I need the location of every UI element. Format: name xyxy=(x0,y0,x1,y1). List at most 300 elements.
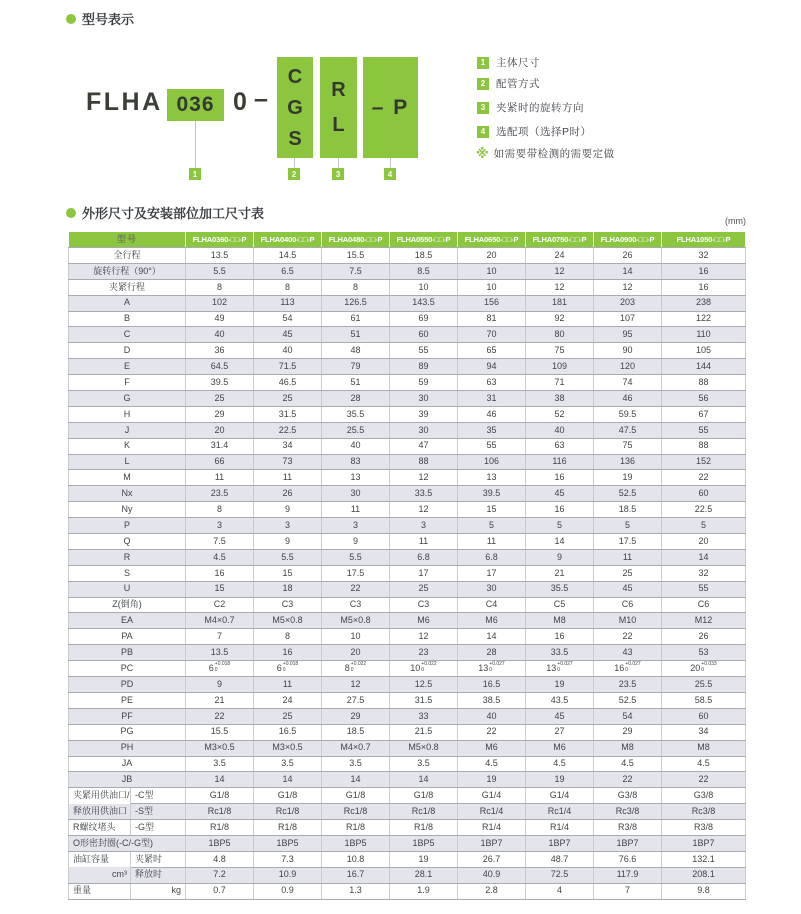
dim-value-cell: 35.5 xyxy=(526,581,594,597)
table-row xyxy=(69,597,746,613)
row-label: K xyxy=(69,438,186,454)
legend-item-option xyxy=(477,124,592,139)
dim-value-cell: 55 xyxy=(662,422,746,438)
row-sub-label: 释放时 xyxy=(131,867,186,883)
dim-value-cell: 30 xyxy=(458,581,526,597)
legend-number-icon: 4 xyxy=(477,126,489,138)
dim-value-cell: 29 xyxy=(594,724,662,740)
dim-value-cell: 22 xyxy=(594,772,662,788)
dim-value-cell: 3 xyxy=(186,518,254,534)
row-label: D xyxy=(69,343,186,359)
legend-item-text: 选配项（选择P时） xyxy=(496,126,592,138)
dim-value-cell: 36 xyxy=(186,343,254,359)
model-code-zero: 0 xyxy=(233,88,247,116)
dim-value-cell: 14.5 xyxy=(254,248,322,264)
dim-value-cell: 45 xyxy=(526,486,594,502)
row-label: B xyxy=(69,311,186,327)
row-sub-label: kg xyxy=(131,883,186,899)
dim-value-cell: G1/4 xyxy=(458,788,526,804)
dim-value-cell: 55 xyxy=(662,581,746,597)
dim-value-cell: 11 xyxy=(186,470,254,486)
dim-value-cell: 80 xyxy=(526,327,594,343)
dim-value-cell: 3 xyxy=(390,518,458,534)
row-label: A xyxy=(69,295,186,311)
dim-value-cell: 88 xyxy=(390,454,458,470)
row-sub-label: -C型 xyxy=(131,788,186,804)
dim-value-cell: 20 xyxy=(186,422,254,438)
dim-value-cell: 1.3 xyxy=(322,883,390,899)
dim-value-cell: R3/8 xyxy=(594,820,662,836)
dim-value-cell: 59.5 xyxy=(594,406,662,422)
dim-value-cell: 4.5 xyxy=(662,756,746,772)
dim-value-cell: 61 xyxy=(322,311,390,327)
dim-value-cell: 3.5 xyxy=(254,756,322,772)
dim-value-cell: 13 +0.027 0 xyxy=(458,661,526,677)
dim-value-cell: 55 xyxy=(458,438,526,454)
table-row xyxy=(69,343,746,359)
dim-value-cell: 28 xyxy=(322,391,390,407)
dim-value-cell: 22 xyxy=(662,470,746,486)
dim-value-cell: 12 xyxy=(526,279,594,295)
dim-value-cell: 5 xyxy=(662,518,746,534)
dim-value-cell: G3/8 xyxy=(594,788,662,804)
dim-value-cell: R1/8 xyxy=(322,820,390,836)
dim-value-cell: 3.5 xyxy=(186,756,254,772)
marker-1: 1 xyxy=(189,168,201,180)
dim-value-cell: 22.5 xyxy=(254,422,322,438)
dim-value-cell: 4.8 xyxy=(186,851,254,867)
dim-value-cell: C5 xyxy=(526,597,594,613)
legend-item-body-size xyxy=(477,55,540,70)
dim-value-cell: M6 xyxy=(458,613,526,629)
dim-value-cell: 13.5 xyxy=(186,248,254,264)
dim-value-cell: M5×0.8 xyxy=(322,613,390,629)
dim-value-cell: 45 xyxy=(526,708,594,724)
dim-value-cell: 60 xyxy=(662,486,746,502)
dim-value-cell: 30 xyxy=(390,391,458,407)
table-row xyxy=(69,835,746,851)
dim-value-cell: C2 xyxy=(186,597,254,613)
row-sub-label: 夹紧时 xyxy=(131,851,186,867)
dim-value-cell: 69 xyxy=(390,311,458,327)
row-label: PG xyxy=(69,724,186,740)
row-label: E xyxy=(69,359,186,375)
tolerance: +0.027 0 xyxy=(489,660,505,673)
dim-value-cell: 23.5 xyxy=(186,486,254,502)
dim-value-cell: 10 +0.022 0 xyxy=(390,661,458,677)
dim-value-cell: 25 xyxy=(254,391,322,407)
dim-value-cell: 203 xyxy=(594,295,662,311)
dim-value-cell: 26 xyxy=(662,629,746,645)
model-column-header: FLHA0900-□□-P xyxy=(594,232,662,248)
table-row xyxy=(69,263,746,279)
dim-value-cell: C4 xyxy=(458,597,526,613)
dim-value-cell: 13 +0.027 0 xyxy=(526,661,594,677)
dim-value-cell: 40 xyxy=(186,327,254,343)
dim-value-cell: 8 xyxy=(254,629,322,645)
dim-value-cell: 52.5 xyxy=(594,692,662,708)
model-code-size-box xyxy=(167,89,224,121)
row-label: R螺纹堵头 xyxy=(69,820,131,836)
table-row xyxy=(69,248,746,264)
row-label: Ny xyxy=(69,502,186,518)
dim-value-cell: 1BP5 xyxy=(322,835,390,851)
dim-value-cell: 14 xyxy=(458,629,526,645)
row-label: F xyxy=(69,375,186,391)
tolerance: +0.033 0 xyxy=(701,660,717,673)
dim-value-cell: 6 +0.018 0 xyxy=(254,661,322,677)
table-row xyxy=(69,438,746,454)
row-label: H xyxy=(69,406,186,422)
row-label: PE xyxy=(69,692,186,708)
dim-value-cell: 117.9 xyxy=(594,867,662,883)
dim-value-cell: 28.1 xyxy=(390,867,458,883)
dim-value-cell: 34 xyxy=(254,438,322,454)
row-label: L xyxy=(69,454,186,470)
rotation-options-box xyxy=(320,57,357,158)
dim-value-cell: 31.5 xyxy=(254,406,322,422)
row-label: PH xyxy=(69,740,186,756)
row-label: Nx xyxy=(69,486,186,502)
table-row xyxy=(69,375,746,391)
dim-value-cell: 88 xyxy=(662,438,746,454)
dim-value-cell: 46 xyxy=(458,406,526,422)
dim-value-cell: 110 xyxy=(662,327,746,343)
dim-value-cell: M3×0.5 xyxy=(254,740,322,756)
dim-value-cell: M6 xyxy=(526,740,594,756)
table-body xyxy=(69,248,746,900)
dim-value-cell: 16 +0.027 0 xyxy=(594,661,662,677)
table-row xyxy=(69,772,746,788)
row-label: JB xyxy=(69,772,186,788)
row-label: J xyxy=(69,422,186,438)
dim-value-cell: C3 xyxy=(390,597,458,613)
dim-value-cell: 6.8 xyxy=(390,549,458,565)
model-code-prefix: FLHA xyxy=(86,88,163,116)
dim-value-cell: 22.5 xyxy=(662,502,746,518)
dim-value-cell: 83 xyxy=(322,454,390,470)
row-sub-label: -S型 xyxy=(131,804,186,820)
dim-value-cell: 29 xyxy=(322,708,390,724)
table-row xyxy=(69,486,746,502)
dim-value-cell: 11 xyxy=(458,534,526,550)
row-label: PC xyxy=(69,661,186,677)
table-row xyxy=(69,422,746,438)
dim-value-cell: 8 xyxy=(186,279,254,295)
dim-value-cell: 95 xyxy=(594,327,662,343)
table-row xyxy=(69,518,746,534)
row-label: 释放用供油口 xyxy=(69,804,131,820)
model-column-header: FLHA0750-□□-P xyxy=(526,232,594,248)
dim-value-cell: R1/8 xyxy=(186,820,254,836)
section-title-text: 型号表示 xyxy=(82,12,135,27)
dim-value-cell: 3.5 xyxy=(390,756,458,772)
dim-value-cell: 54 xyxy=(254,311,322,327)
dim-value-cell: 116 xyxy=(526,454,594,470)
table-row xyxy=(69,534,746,550)
legend-note-text: 如需要带检测的需要定做 xyxy=(493,148,615,160)
table-row xyxy=(69,661,746,677)
dim-value-cell: 2.8 xyxy=(458,883,526,899)
dim-value-cell: 109 xyxy=(526,359,594,375)
section-title-dimensions xyxy=(66,203,264,222)
dim-value-cell: 144 xyxy=(662,359,746,375)
table-row xyxy=(69,851,746,867)
dim-value-cell: 13.5 xyxy=(186,645,254,661)
dim-value-cell: 13 xyxy=(458,470,526,486)
dim-value-cell: 8 xyxy=(254,279,322,295)
dim-value-cell: 18.5 xyxy=(390,248,458,264)
row-label: EA xyxy=(69,613,186,629)
dim-value-cell: 10 xyxy=(458,263,526,279)
dim-value-cell: 90 xyxy=(594,343,662,359)
dim-value-cell: 47 xyxy=(390,438,458,454)
dim-value-cell: 15 xyxy=(458,502,526,518)
dim-value-cell: 11 xyxy=(594,549,662,565)
row-label: 旋转行程（90°） xyxy=(69,263,186,279)
row-label: 夹紧用供油口/ xyxy=(69,788,131,804)
dim-value-cell: 16 xyxy=(662,279,746,295)
dim-value-cell: 1BP5 xyxy=(254,835,322,851)
dim-value-cell: 12 xyxy=(390,502,458,518)
dim-value-cell: M10 xyxy=(594,613,662,629)
dim-value-cell: 45 xyxy=(594,581,662,597)
dim-value-cell: 31 xyxy=(458,391,526,407)
dim-value-cell: 107 xyxy=(594,311,662,327)
dim-value-cell: 71.5 xyxy=(254,359,322,375)
rotation-option-r: R xyxy=(331,79,346,101)
dim-value-cell: 79 xyxy=(322,359,390,375)
dim-value-cell: 89 xyxy=(390,359,458,375)
dim-value-cell: 181 xyxy=(526,295,594,311)
dim-value-cell: R1/4 xyxy=(526,820,594,836)
dim-value-cell: 7.2 xyxy=(186,867,254,883)
dim-value-cell: 25 xyxy=(390,581,458,597)
table-row xyxy=(69,708,746,724)
dim-value-cell: 60 xyxy=(390,327,458,343)
row-label: Z(倒角) xyxy=(69,597,186,613)
dim-value-cell: 16 xyxy=(526,502,594,518)
dim-value-cell: M6 xyxy=(458,740,526,756)
dim-value-cell: 15.5 xyxy=(322,248,390,264)
row-label: PD xyxy=(69,677,186,693)
dim-value-cell: 11 xyxy=(254,470,322,486)
legend-number-icon: 3 xyxy=(477,102,489,114)
dim-value-cell: 16.5 xyxy=(254,724,322,740)
dim-value-cell: 11 xyxy=(322,502,390,518)
dim-value-cell: 6 +0.018 0 xyxy=(186,661,254,677)
dim-value-cell: 113 xyxy=(254,295,322,311)
tolerance: +0.027 0 xyxy=(557,660,573,673)
dim-value-cell: 75 xyxy=(526,343,594,359)
option-p-box xyxy=(363,57,418,158)
dim-value-cell: G1/8 xyxy=(254,788,322,804)
dim-value-cell: 12 xyxy=(390,629,458,645)
dim-value-cell: Rc1/4 xyxy=(458,804,526,820)
dim-value-cell: 1BP7 xyxy=(458,835,526,851)
table-row xyxy=(69,804,746,820)
marker-4: 4 xyxy=(384,168,396,180)
dim-value-cell: 0.7 xyxy=(186,883,254,899)
dim-value-cell: 30 xyxy=(390,422,458,438)
dim-value-cell: 22 xyxy=(594,629,662,645)
dim-value-cell: 21 xyxy=(186,692,254,708)
legend-item-piping xyxy=(477,76,540,91)
dim-value-cell: 35 xyxy=(458,422,526,438)
dim-value-cell: 7 xyxy=(594,883,662,899)
dim-value-cell: 8 xyxy=(186,502,254,518)
table-row xyxy=(69,867,746,883)
row-label: S xyxy=(69,565,186,581)
marker-3: 3 xyxy=(332,168,344,180)
dim-value-cell: 32 xyxy=(662,248,746,264)
dim-value-cell: G3/8 xyxy=(662,788,746,804)
legend-item-rotation xyxy=(477,100,584,115)
dim-value-cell: M5×0.8 xyxy=(254,613,322,629)
green-dot-icon xyxy=(66,14,76,24)
dim-value-cell: 5 xyxy=(594,518,662,534)
dim-value-cell: 7 xyxy=(186,629,254,645)
dim-value-cell: 6.5 xyxy=(254,263,322,279)
dim-value-cell: 66 xyxy=(186,454,254,470)
dim-value-cell: 60 xyxy=(662,708,746,724)
dim-value-cell: M6 xyxy=(390,613,458,629)
dim-value-cell: 122 xyxy=(662,311,746,327)
table-row xyxy=(69,279,746,295)
green-dot-icon xyxy=(66,208,76,218)
dim-value-cell: 59 xyxy=(390,375,458,391)
dim-value-cell: 16 xyxy=(662,263,746,279)
legend-item-text: 主体尺寸 xyxy=(496,57,540,69)
dim-value-cell: 94 xyxy=(458,359,526,375)
dim-value-cell: M12 xyxy=(662,613,746,629)
dim-value-cell: Rc1/8 xyxy=(322,804,390,820)
table-row xyxy=(69,565,746,581)
dim-value-cell: 55 xyxy=(390,343,458,359)
legend-number-icon: 1 xyxy=(477,57,489,69)
table-row xyxy=(69,295,746,311)
dim-value-cell: 5.5 xyxy=(186,263,254,279)
dim-value-cell: 49 xyxy=(186,311,254,327)
dim-value-cell: 5.5 xyxy=(322,549,390,565)
dim-value-cell: 16 xyxy=(526,470,594,486)
dim-value-cell: 9 xyxy=(254,534,322,550)
dim-value-cell: 39.5 xyxy=(186,375,254,391)
dim-value-cell: 64.5 xyxy=(186,359,254,375)
table-row xyxy=(69,327,746,343)
option-p-text: – P xyxy=(371,96,410,119)
dim-value-cell: G1/8 xyxy=(390,788,458,804)
dim-value-cell: 14 xyxy=(526,534,594,550)
dim-value-cell: 208.1 xyxy=(662,867,746,883)
dim-value-cell: 12.5 xyxy=(390,677,458,693)
dim-value-cell: 5 xyxy=(526,518,594,534)
table-row xyxy=(69,581,746,597)
dim-value-cell: 92 xyxy=(526,311,594,327)
dim-value-cell: C6 xyxy=(594,597,662,613)
row-label: P xyxy=(69,518,186,534)
dim-value-cell: R1/8 xyxy=(390,820,458,836)
dim-value-cell: 15 xyxy=(254,565,322,581)
dim-value-cell: 22 xyxy=(662,772,746,788)
dim-value-cell: M8 xyxy=(662,740,746,756)
table-row xyxy=(69,502,746,518)
dim-value-cell: 14 xyxy=(662,549,746,565)
dim-value-cell: Rc1/4 xyxy=(526,804,594,820)
dim-value-cell: 81 xyxy=(458,311,526,327)
table-header xyxy=(69,232,746,248)
table-row xyxy=(69,406,746,422)
dim-value-cell: G1/8 xyxy=(322,788,390,804)
dim-value-cell: 63 xyxy=(526,438,594,454)
dim-value-cell: 12 xyxy=(322,677,390,693)
model-label-header: 型号 xyxy=(69,232,186,248)
dim-value-cell: 18.5 xyxy=(322,724,390,740)
dim-value-cell: 47.5 xyxy=(594,422,662,438)
dim-value-cell: 7.5 xyxy=(186,534,254,550)
dim-value-cell: 7.3 xyxy=(254,851,322,867)
dim-value-cell: 16 xyxy=(526,629,594,645)
dim-value-cell: 40.9 xyxy=(458,867,526,883)
dim-value-cell: 19 xyxy=(594,470,662,486)
dim-value-cell: 9 xyxy=(526,549,594,565)
dim-value-cell: M4×0.7 xyxy=(186,613,254,629)
dim-value-cell: 26 xyxy=(594,248,662,264)
dim-value-cell: 10.9 xyxy=(254,867,322,883)
rotation-option-l: L xyxy=(332,114,345,136)
piping-option-c: C xyxy=(287,65,303,88)
dim-value-cell: 11 xyxy=(390,534,458,550)
row-label: 重量 xyxy=(69,883,131,899)
dim-value-cell: 67 xyxy=(662,406,746,422)
dim-value-cell: 27.5 xyxy=(322,692,390,708)
dimensions-table-wrap xyxy=(68,231,746,900)
reference-mark-icon: ※ xyxy=(476,146,489,161)
model-column-header: FLHA0360-□□-P xyxy=(186,232,254,248)
row-label: 夹紧行程 xyxy=(69,279,186,295)
dim-value-cell: 1BP7 xyxy=(662,835,746,851)
dimensions-table xyxy=(68,231,746,900)
dim-value-cell: 9 xyxy=(186,677,254,693)
dim-value-cell: G1/8 xyxy=(186,788,254,804)
dim-value-cell: 102 xyxy=(186,295,254,311)
dim-value-cell: 1BP7 xyxy=(526,835,594,851)
dim-value-cell: 19 xyxy=(526,677,594,693)
row-label: 油缸容量 xyxy=(69,851,131,867)
dim-value-cell: 30 xyxy=(322,486,390,502)
dim-value-cell: 1BP7 xyxy=(594,835,662,851)
dim-value-cell: 17.5 xyxy=(322,565,390,581)
dim-value-cell: 25 xyxy=(186,391,254,407)
dim-value-cell: 33.5 xyxy=(526,645,594,661)
piping-option-g: G xyxy=(287,96,303,119)
model-column-header: FLHA0400-□□-P xyxy=(254,232,322,248)
dim-value-cell: 40 xyxy=(254,343,322,359)
dim-value-cell: 4.5 xyxy=(458,756,526,772)
dim-value-cell: 12 xyxy=(390,470,458,486)
row-label: M xyxy=(69,470,186,486)
tolerance: +0.022 0 xyxy=(350,660,367,673)
dim-value-cell: 9 xyxy=(322,534,390,550)
dim-value-cell: 34 xyxy=(662,724,746,740)
dim-value-cell: 8.5 xyxy=(390,263,458,279)
table-row xyxy=(69,788,746,804)
dim-value-cell: 29 xyxy=(186,406,254,422)
table-row xyxy=(69,549,746,565)
dim-value-cell: 12 xyxy=(526,263,594,279)
table-row xyxy=(69,470,746,486)
dim-value-cell: 21 xyxy=(526,565,594,581)
